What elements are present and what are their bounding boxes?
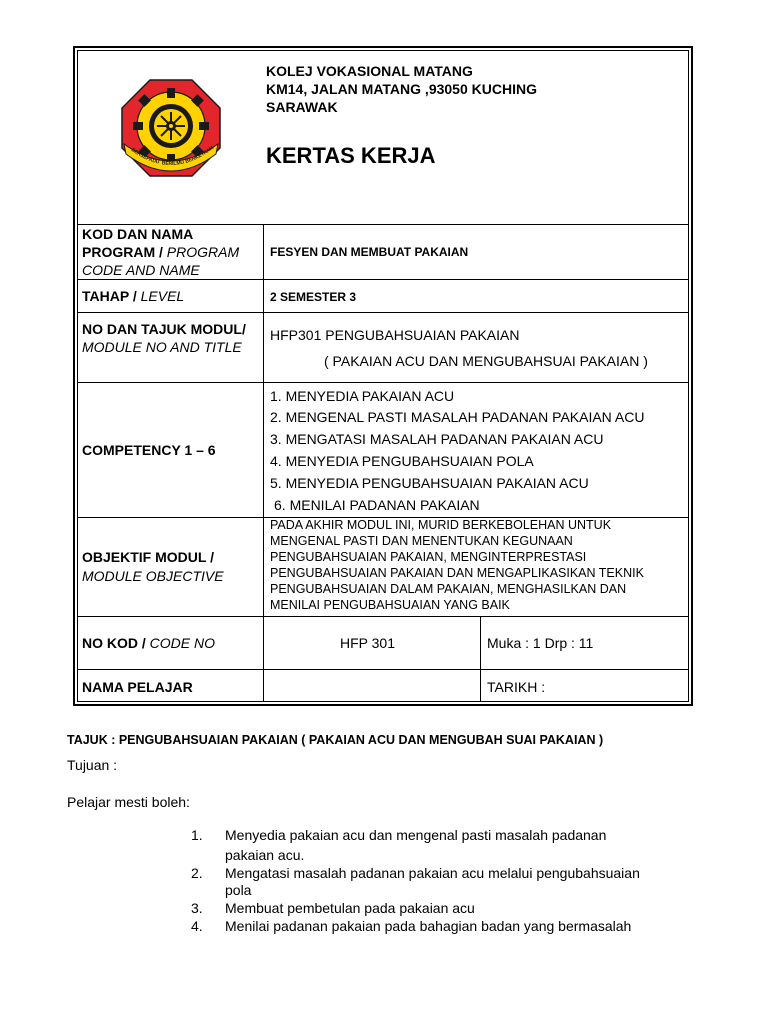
student-name-field[interactable] xyxy=(270,678,475,696)
program-label-bold: KOD DAN NAMA PROGRAM / xyxy=(82,226,193,260)
program-value: FESYEN DAN MEMBUAT PAKAIAN xyxy=(270,245,469,259)
list-item-number: 3. xyxy=(191,900,203,916)
list-item-text: pakaian acu. xyxy=(225,847,305,863)
list-item-text: Menilai padanan pakaian pada bahagian badan yang bermasalah xyxy=(225,918,632,934)
objective-line: MENGENAL PASTI DAN MENENTUKAN KEGUNAAN xyxy=(270,534,573,548)
list-item-text: Mengatasi masalah padanan pakaian acu melalui pengubahsuaian xyxy=(225,865,640,881)
logo-ribbon-text-left: BERSEPADU xyxy=(129,147,160,166)
list-item-text: Membuat pembetulan pada pakaian acu xyxy=(225,900,475,916)
objective-line: PENGUBAHSUAIAN DALAM PAKAIAN, MENGHASILKAN DAN xyxy=(270,582,627,596)
college-name: KOLEJ VOKASIONAL MATANG xyxy=(266,63,473,79)
logo-ribbon-text-right: BERKETRAM xyxy=(184,144,216,165)
page-info: Muka : 1 Drp : 11 xyxy=(487,635,594,651)
level-label xyxy=(82,287,184,305)
objective-line: PADA AKHIR MODUL INI, MURID BERKEBOLEHAN UNTUK xyxy=(270,518,612,532)
college-address: KM14, JALAN MATANG ,93050 KUCHING xyxy=(266,81,537,97)
competency-item: 6. MENILAI PADANAN PAKAIAN xyxy=(274,497,480,513)
code-label-italic: CODE NO xyxy=(145,635,216,651)
objective-label-italic: MODULE OBJECTIVE xyxy=(82,568,224,584)
module-label-bold: NO DAN TAJUK MODUL/ xyxy=(82,321,246,337)
student-name-label: NAMA PELAJAR xyxy=(82,679,193,695)
level-label-italic: LEVEL xyxy=(136,288,185,304)
objective-line: PENGUBAHSUAIAN PAKAIAN, MENGINTERPRESTASI xyxy=(270,550,587,564)
code-label-bold: NO KOD / xyxy=(82,635,146,651)
objective-line: PENGUBAHSUAIAN PAKAIAN DAN MENGAPLIKASIKAN TEKNIK xyxy=(270,566,644,580)
document-title: KERTAS KERJA xyxy=(266,143,436,168)
list-item-text: Menyedia pakaian acu dan mengenal pasti masalah padanan xyxy=(225,827,607,843)
logo-ribbon-text-mid: BERILMU xyxy=(161,159,185,168)
date-label: TARIKH : xyxy=(487,679,546,695)
code-value: HFP 301 xyxy=(340,635,395,651)
competency-item: 1. MENYEDIA PAKAIAN ACU xyxy=(270,388,455,404)
list-item-number: 4. xyxy=(191,918,203,934)
college-logo xyxy=(116,74,226,182)
competency-item: 3. MENGATASI MASALAH PADANAN PAKAIAN ACU xyxy=(270,431,604,447)
competency-item: 2. MENGENAL PASTI MASALAH PADANAN PAKAIAN ACU xyxy=(270,409,645,425)
college-state: SARAWAK xyxy=(266,99,338,115)
level-label-bold: TAHAP / xyxy=(82,288,137,304)
list-item-text: pola xyxy=(225,882,252,898)
program-label xyxy=(82,225,260,279)
intro-text: Pelajar mesti boleh: xyxy=(67,794,190,810)
code-label xyxy=(82,634,215,652)
module-label xyxy=(82,320,260,356)
list-item-number: 1. xyxy=(191,827,203,843)
module-label-italic: MODULE NO AND TITLE xyxy=(82,339,242,355)
module-code-title: HFP301 PENGUBAHSUAIAN PAKAIAN xyxy=(270,327,520,343)
program-label-italic: PROGRAM CODE AND NAME xyxy=(82,244,240,278)
competency-item: 5. MENYEDIA PENGUBAHSUAIAN PAKAIAN ACU xyxy=(270,475,589,491)
competency-label: COMPETENCY 1 – 6 xyxy=(82,442,216,458)
competency-item: 4. MENYEDIA PENGUBAHSUAIAN POLA xyxy=(270,453,534,469)
topic-heading: TAJUK : PENGUBAHSUAIAN PAKAIAN ( PAKAIAN ACU DAN MENGUBAH SUAI PAKAIAN ) xyxy=(67,733,604,747)
list-item-number: 2. xyxy=(191,865,203,881)
objective-label-bold: OBJEKTIF MODUL / xyxy=(82,549,214,565)
objective-line: MENILAI PENGUBAHSUAIAN YANG BAIK xyxy=(270,598,510,612)
module-subtitle: ( PAKAIAN ACU DAN MENGUBAHSUAI PAKAIAN ) xyxy=(324,353,648,369)
level-value: 2 SEMESTER 3 xyxy=(270,290,357,304)
purpose-label: Tujuan : xyxy=(67,757,118,773)
